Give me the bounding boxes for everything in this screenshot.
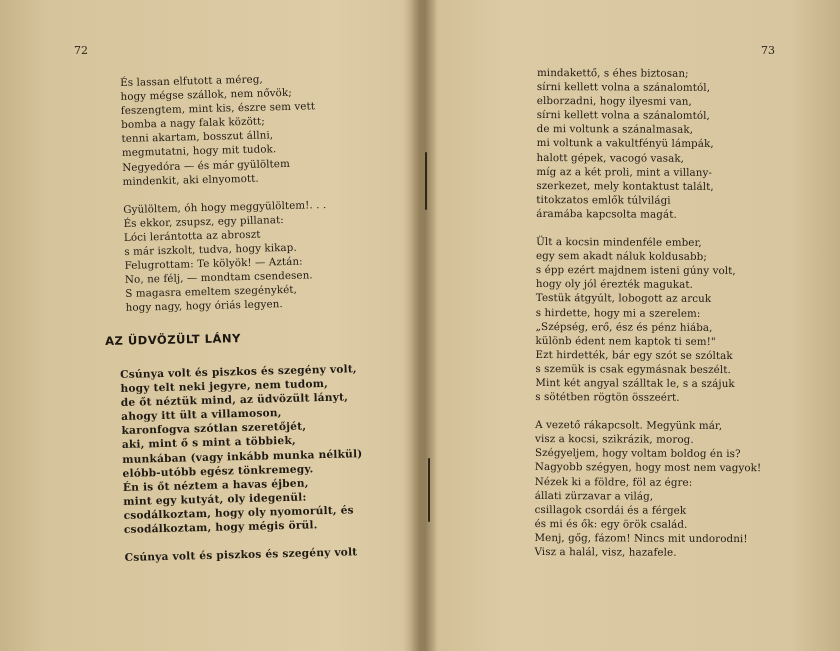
- verse-line: de őt néztük mind, az üdvözült lányt,: [120, 391, 349, 410]
- verse-line: „Szépség, erő, ész és pénz hiába,: [535, 320, 713, 334]
- verse-line: És lassan elfutott a méreg,: [120, 73, 263, 89]
- page-number: 73: [761, 44, 775, 57]
- verse-line: Én is őt néztem a havas éjben,: [122, 477, 309, 494]
- stanza: [534, 418, 815, 560]
- verse-line: elborzadni, hogy ilyesmi van,: [536, 95, 692, 108]
- verse-line: hogy mégse szállok, nem nővök;: [120, 86, 292, 104]
- verse-line: No, ne félj, — mondtam csendesen.: [124, 269, 313, 287]
- verse-line: s hirdette, hogy mi a szerelem:: [535, 306, 701, 320]
- verse-line: A vezető rákapcsolt. Megyünk már,: [535, 419, 723, 433]
- verse-line: visz a kocsi, szikrázik, morog.: [535, 433, 694, 447]
- verse-line: s sötétben rögtön összeért.: [535, 391, 680, 404]
- verse-line: s szemük is csak egymásnak beszélt.: [535, 362, 731, 376]
- verse-line: elóbb-utóbb egész tönkremegy.: [122, 462, 314, 480]
- verse-line: mint egy kutyát, oly idegenül:: [123, 491, 307, 508]
- verse-line: Negyedóra — és már gyülöltem: [122, 157, 291, 174]
- verse-line: sírni kellett volna a szánalomtól,: [536, 81, 711, 95]
- poem-title: AZ ÜDVÖZÜLT LÁNY: [105, 331, 241, 348]
- verse-line: Felugrottam: Te kölyök! — Aztán:: [124, 255, 303, 273]
- verse-line: És ekkor, zsupsz, egy pillanat:: [123, 213, 284, 230]
- verse-line: hogy nagy, hogy óriás legyen.: [125, 298, 283, 315]
- verse-line: egy sem akadt náluk koldusabb;: [535, 250, 707, 264]
- verse-line: hogy telt neki jegyre, nem tudom,: [120, 378, 329, 396]
- stanza: [123, 197, 376, 316]
- stanza: [124, 545, 358, 565]
- verse-line: Ült a kocsin mindenféle ember,: [536, 236, 702, 249]
- stanza: [536, 66, 817, 222]
- verse-line: míg az a két proli, mint a villany-: [536, 165, 713, 179]
- verse-line: megmutatni, hogy mit tudok.: [121, 143, 277, 160]
- verse-line: Mint két angyal szálltak le, s a szájuk: [535, 376, 735, 391]
- verse-line: különb édent nem kaptok ti sem!": [535, 334, 716, 348]
- verse-line: mindakettő, s éhes biztosan;: [536, 66, 689, 80]
- verse-line: állati zürzavar a világ,: [534, 489, 654, 503]
- verse-line: és mi és ők: egy örök család.: [534, 517, 688, 531]
- verse-line: Ezt hirdették, bár egy szót se szóltak: [535, 348, 733, 362]
- poem-text-continued: [120, 70, 376, 330]
- verse-line: csillagok csordái és a férgek: [534, 503, 687, 517]
- verse-line: hogy oly jól érezték magukat.: [535, 278, 694, 292]
- verse-line: Menj, gőg, fázom! Nincs mit undorodni!: [534, 531, 748, 546]
- poem-text: [120, 362, 363, 579]
- stanza: [535, 235, 816, 406]
- verse-line: munkában (vagy inkább munka nélkül): [122, 447, 363, 466]
- verse-line: de mi voltunk a szánalmasak,: [536, 123, 694, 137]
- stanza: [120, 362, 363, 537]
- verse-line: Lóci lerántotta az abroszt: [123, 228, 261, 244]
- stanza: [120, 70, 373, 189]
- verse-line: aki, mint ő s mint a többiek,: [121, 435, 296, 452]
- verse-line: bomba a nagy falak között;: [121, 115, 266, 132]
- verse-line: S magasra emeltem szegénykét,: [125, 284, 298, 301]
- verse-line: feszengtem, mint kis, észre sem vett: [120, 100, 316, 118]
- verse-line: Nagyobb szégyen, hogy most nem vagyok!: [534, 461, 762, 475]
- verse-line: mindenkit, aki elnyomott.: [122, 172, 259, 188]
- verse-line: csodálkoztam, hogy mégis örül.: [123, 519, 318, 536]
- verse-line: karonfogva szótlan szeretőjét,: [121, 420, 307, 438]
- verse-line: Testük átgyúlt, lobogott az arcuk: [535, 292, 712, 306]
- verse-line: Csúnya volt és piszkos és szegény volt: [124, 546, 358, 565]
- verse-line: titokzatos emlők túlvilági: [536, 193, 671, 207]
- verse-line: s épp ezért majdnem isteni gúny volt,: [535, 264, 736, 278]
- verse-line: sírni kellett volna a szánalomtól,: [536, 109, 710, 123]
- verse-line: Gyülöltem, óh hogy meggyülöltem!. . .: [123, 198, 327, 216]
- verse-line: Visz a halál, visz, hazafele.: [534, 545, 677, 559]
- verse-line: Nézek ki a földre, föl az égre:: [534, 475, 693, 489]
- verse-line: áramába kapcsolta magát.: [536, 207, 677, 221]
- verse-line: s már iszkolt, tudva, hogy kikap.: [124, 241, 297, 258]
- page-number: 72: [74, 44, 88, 57]
- verse-line: tenni akartam, bosszut állni,: [121, 129, 274, 146]
- verse-line: szerkezet, mely kontaktust talált,: [536, 179, 714, 193]
- verse-line: halott gépek, vacogó vasak,: [536, 151, 685, 165]
- poem-text-continued: [534, 66, 817, 575]
- right-page: [420, 0, 840, 651]
- verse-line: csodálkoztam, hogy oly nyomorúlt, és: [123, 504, 354, 522]
- verse-line: Csúnya volt és piszkos és szegény volt,: [120, 363, 357, 381]
- verse-line: mi voltunk a vakultfényü lámpák,: [536, 137, 714, 151]
- verse-line: Szégyeljem, hogy voltam boldog én is?: [534, 447, 741, 461]
- verse-line: ahogy itt ült a villamoson,: [121, 407, 282, 424]
